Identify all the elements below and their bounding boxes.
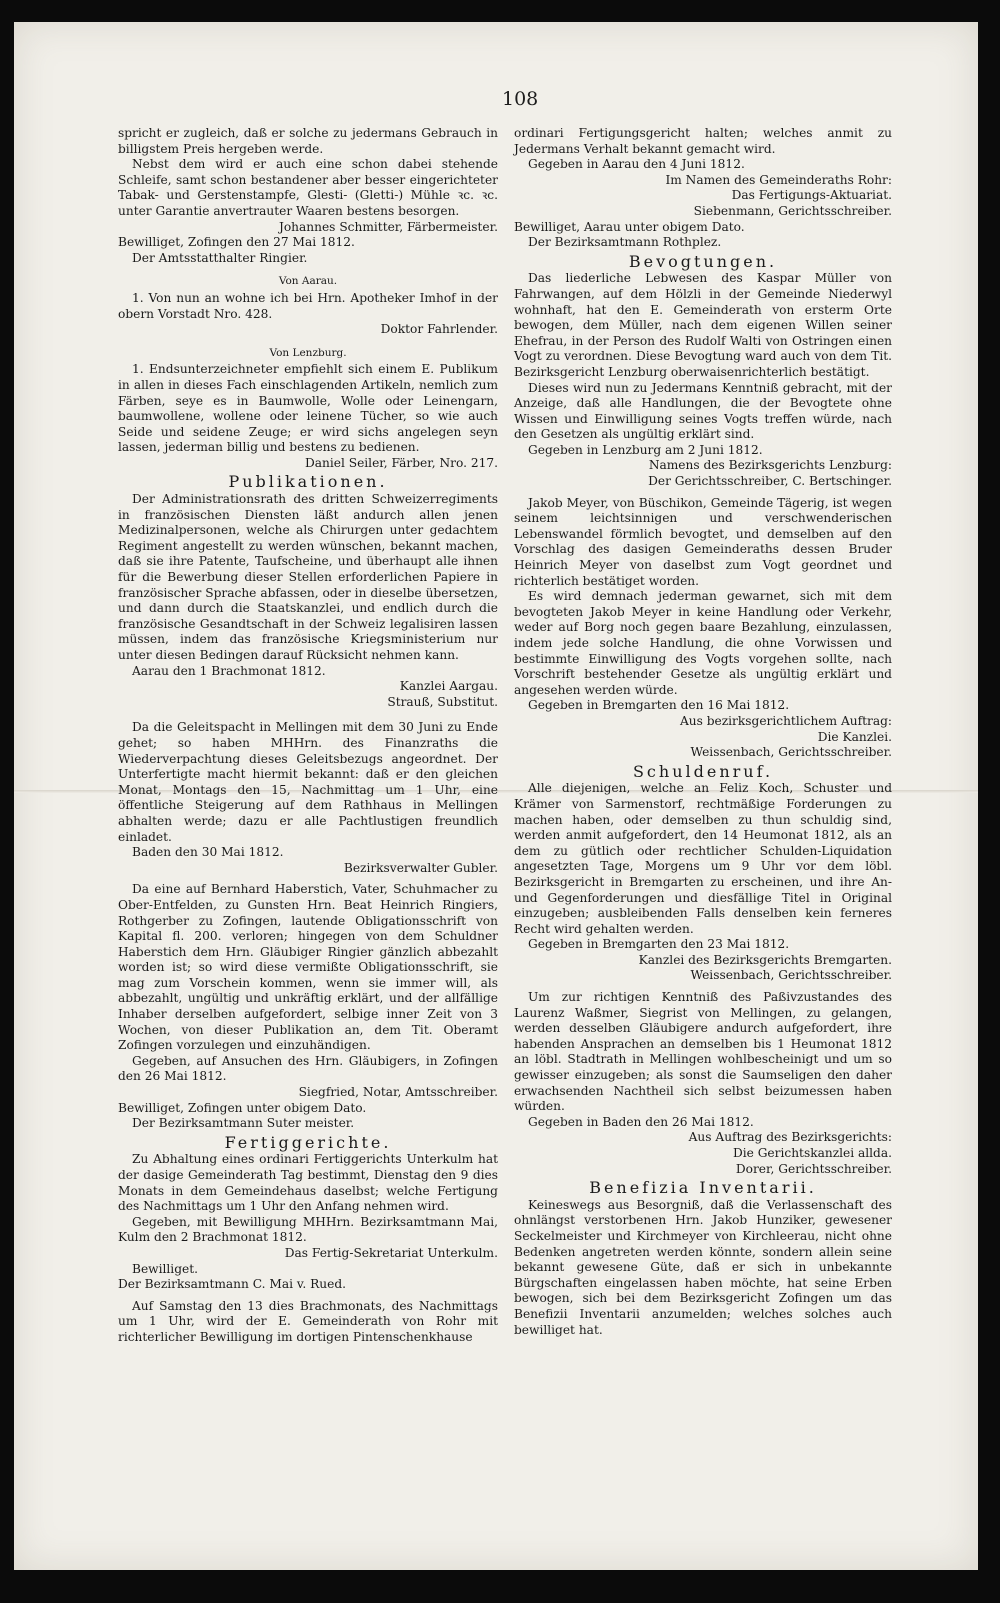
right-column (514, 126, 892, 1338)
date-line: Gegeben, auf Ansuchen des Hrn. Gläubigers, in Zofingen den 26 Mai 1812. (118, 1053, 498, 1084)
notice-text: Keineswegs aus Besorgniß, daß die Verlassenschaft des ohnlängst verstorbenen Hrn. Jakob Hunziker, gewesener Seckelmeister und Kirchmeyer von Kirchleerau, nicht ohne Bedenken angetreten werden könnte, sondern allein seine bekannt gewesene Güte, daß er sich in unbekannte Bürgschaften eingelassen haben möchte, hat seine Erben bewogen, sich bei dem Bezirksgericht Zofingen um das Benefizii Inventarii anzumelden; welches solches auch bewilliget hat. (514, 1197, 892, 1337)
date-line: Gegeben in Baden den 26 Mai 1812. (528, 1114, 754, 1129)
notice-text: Das liederliche Lebwesen des Kaspar Müller von Fahrwangen, auf dem Hölzli in der Gemeinde Niederwyl wohnhaft, hat den E. Gemeinderath von ersterm Orte bewogen, dem Müller, nach dem eigenen Willen seiner Ehefrau, in der Person des Rudolf Walti von Ostringen einen Vogt zu verordnen. Diese Bevogtung ward auch von dem Tit. Bezirksgericht Lenzburg oberwaisenrichterlich bestätigt. (514, 271, 892, 379)
location-heading: Von Aarau. (278, 275, 338, 288)
notice-text: Es wird demnach jederman gewarnet, sich mit dem bevogteten Jakob Meyer in keine Handlung oder Verkehr, weder auf Borg noch gegen baare Bezahlung, einzulassen, indem jede solche Handlung, die ohne Vorwissen und bestimmte Einwilligung des Vogts vorgehen sollte, nach Vorschrift bestehender Gesetze als ungültig erklärt und angesehen werden würde. (514, 589, 892, 697)
signature: Kanzlei des Bezirksgerichts Bremgarten. (638, 952, 892, 967)
signature: Weissenbach, Gerichtsschreiber. (690, 968, 892, 983)
notice-text: Der Administrationsrath des dritten Schweizerregiments in französischen Diensten läßt andurch allen jenen Medizinalpersonen, welche als Chirurgen unter gedachtem Regiment angestellt zu werden wünschen, bekannt machen, daß sie ihre Patente, Taufscheine, und überhaupt alle ihnen für die Bewerbung dieser Stellen erforderlichen Papiere in französischer Sprache abfassen, oder in dieselbe übersetzen, und dann durch die Staatskanzlei, und endlich durch die französische Gesandtschaft in der Schweiz legalisiren lassen müssen, indem das französische Kriegsministerium nur unter diesen Bedingen darauf Rücksicht nehmen kann. (118, 492, 498, 662)
signature: Siegfried, Notar, Amtsschreiber. (298, 1085, 498, 1100)
signature: Das Fertig-Sekretariat Unterkulm. (284, 1245, 498, 1260)
signature: Daniel Seiler, Färber, Nro. 217. (304, 455, 498, 470)
date-line: Gegeben in Bremgarten den 16 Mai 1812. (528, 698, 790, 713)
signature: Das Fertigungs-Aktuariat. (731, 188, 892, 203)
notice-text: ordinari Fertigungsgericht halten; welches anmit zu Jedermans Verhalt bekannt gemacht wird. (514, 126, 892, 156)
approval: Bewilliget. (132, 1261, 198, 1276)
notice-text: Um zur richtigen Kenntniß des Paßivzustandes des Laurenz Waßmer, Siegrist von Mellingen, zu gelangen, werden desselben Gläubigere andurch aufgefordert, ihre habenden Ansprachen an demselben bis 1 Heumonat 1812 an löbl. Stadtrath in Mellingen wohlbescheinigt und um so gewisser einzugeben; als sonst die Saumseligen den daher erwachsenden Nachtheil sich selbst beizumessen haben würden. (514, 990, 892, 1114)
notice-text: Zu Abhaltung eines ordinari Fertiggerichts Unterkulm hat der dasige Gemeinderath Tag bestimmt, Dienstag den 9 dies Monats in dem Gemeindehaus daselbst; welche Fertigung des Nachmittags um 1 Uhr den Anfang nehmen wird. (118, 1152, 498, 1214)
notice-text: 1. Von nun an wohne ich bei Hrn. Apotheker Imhof in der obern Vorstadt Nro. 428. (118, 290, 498, 321)
signature: Johannes Schmitter, Färbermeister. (278, 219, 498, 234)
approval: Bewilliget, Zofingen den 27 Mai 1812. (118, 235, 355, 250)
approval: Bewilliget, Zofingen unter obigem Dato. (118, 1100, 367, 1115)
date-line: Gegeben in Aarau den 4 Juni 1812. (528, 157, 745, 172)
signature: Der Gerichtsschreiber, C. Bertschinger. (648, 474, 892, 489)
signature: Die Gerichtskanzlei allda. (732, 1146, 892, 1160)
newspaper-page (14, 22, 978, 1570)
notice-text: Da die Geleitspacht in Mellingen mit dem 30 Juni zu Ende gehet; so haben MHHrn. des Finanzraths die Wiederverpachtung dieses Geleitsbezugs angeordnet. Der Unterfertigte macht hiermit bekannt: daß er den gleichen Monat, Montags den 15, Nachmittag um 1 Uhr, eine öffentliche Steigerung auf dem Rathhaus in Mellingen abhalten werde; dazu er alle Pachtlustigen freundlich einladet. (118, 720, 498, 844)
signature: Bezirksverwalter Gubler. (343, 860, 498, 875)
notice-text: Alle diejenigen, welche an Feliz Koch, Schuster und Krämer von Sarmenstorf, rechtmäßige Forderungen zu machen haben, oder demselben zu thun schuldig sind, werden anmit aufgefordert, den 14 Heumonat 1812, als an dem zu gütlich oder rechtlicher Schulden-Liquidation angesetzten Tage, Morgens um 9 Uhr vor dem löbl. Bezirksgericht in Bremgarten zu erscheinen, und ihre An- und Gegenforderungen und diesfällige Titel in Original einzugeben; ausbleibenden Falls denselben kein ferneres Recht wird gehalten werden. (514, 781, 892, 936)
section-heading-bevogtungen: Bevogtungen. (628, 251, 778, 271)
date-line: Aarau den 1 Brachmonat 1812. (132, 663, 326, 678)
date-line: Baden den 30 Mai 1812. (132, 845, 284, 860)
signature: Siebenmann, Gerichtsschreiber. (693, 203, 892, 218)
section-heading-schuldenruf: Schuldenruf. (632, 761, 774, 781)
left-column (118, 126, 498, 1346)
signature: Namens des Bezirksgerichts Lenzburg: (648, 458, 892, 473)
approval-signature: Der Bezirksamtmann Suter meister. (132, 1116, 355, 1131)
signature: Im Namen des Gemeinderaths Rohr: (665, 172, 892, 187)
notice-text: spricht er zugleich, daß er solche zu jedermans Gebrauch in billigstem Preis hergeben werde. (118, 126, 498, 156)
signature: Kanzlei Aargau. (399, 679, 498, 694)
location-heading: Von Lenzburg. (269, 346, 347, 359)
approval-signature: Der Bezirksamtmann Rothplez. (528, 235, 722, 250)
signature: Doktor Fahrlender. (380, 322, 498, 337)
section-heading-benefizia-inventarii: Benefizia Inventarii. (589, 1178, 817, 1198)
approval-signature: Der Bezirksamtmann C. Mai v. Rued. (118, 1277, 347, 1292)
signature: Strauß, Substitut. (387, 694, 498, 709)
signature: Die Kanzlei. (817, 729, 892, 744)
page-number: 108 (502, 88, 539, 110)
signature: Dorer, Gerichtsschreiber. (735, 1161, 892, 1176)
notice-text: 1. Endsunterzeichneter empfiehlt sich einem E. Publikum in allen in dieses Fach einschlagenden Artikeln, nemlich zum Färben, seye es in Baumwolle, Wolle oder Leinengarn, baumwollene, wollene oder leinene Tücher, so wie auch Seide und seidene Zeuge; er wird sichs angelegen seyn lassen, jederman billig und bestens zu bedienen. (118, 362, 498, 455)
notice-text: Da eine auf Bernhard Haberstich, Vater, Schuhmacher zu Ober-Entfelden, zu Gunsten Hrn. Beat Heinrich Ringiers, Rothgerber zu Zofingen, lautende Obligationsschrift von Kapital fl. 200. verloren; hingegen von dem Schuldner Haberstich dem Hrn. Gläubiger Ringier gänzlich abbezahlt worden ist; so wird diese vermißte Obligationsschrift, sie mag zum Vorschein kommen, wenn sie immer will, als abbezahlt, ungültig und unkräftig erklärt, und der allfällige Inhaber derselben aufgefordert, selbige inner Zeit von 3 Wochen, von dieser Publikation an, dem Tit. Oberamt Zofingen vorzulegen und einzuhändigen. (118, 882, 498, 1053)
notice-text: Gegeben, mit Bewilligung MHHrn. Bezirksamtmann Mai, Kulm den 2 Brachmonat 1812. (118, 1214, 498, 1245)
signature: Aus Auftrag des Bezirksgerichts: (688, 1130, 892, 1145)
date-line: Gegeben in Lenzburg am 2 Juni 1812. (528, 442, 763, 457)
approval: Bewilliget, Aarau unter obigem Dato. (514, 219, 745, 234)
date-line: Gegeben in Bremgarten den 23 Mai 1812. (528, 937, 790, 952)
approval-signature: Der Amtsstatthalter Ringier. (132, 250, 308, 265)
notice-text: Dieses wird nun zu Jedermans Kenntniß gebracht, mit der Anzeige, daß alle Handlungen, die der Bevogtete ohne Wissen und Einwilligung seines Vogts treffen würde, nach den Gesetzen als ungültig erklärt sind. (514, 380, 892, 442)
signature: Aus bezirksgerichtlichem Auftrag: (679, 713, 892, 728)
notice-text: Nebst dem wird er auch eine schon dabei stehende Schleife, samt schon bestandener aber besser eingerichteter Tabak- und Gerstenstampfe, Glesti- (Gletti-) Mühle ꝛc. ꝛc. unter Garantie anvertrauter Waaren bestens besorgen. (118, 157, 498, 218)
signature: Weissenbach, Gerichtsschreiber. (690, 745, 892, 760)
notice-text: Jakob Meyer, von Büschikon, Gemeinde Tägerig, ist wegen seinem leichtsinnigen und verschwenderischen Lebenswandel förmlich bevogtet, und demselben auf den Vorschlag des dasigen Gemeinderaths dessen Bruder Heinrich Meyer von daselbst zum Vogt geordnet und richterlich bestätiget worden. (514, 495, 892, 588)
section-heading-publikationen: Publikationen. (228, 472, 388, 492)
section-heading-fertiggerichte: Fertiggerichte. (224, 1132, 392, 1152)
notice-text: Auf Samstag den 13 dies Brachmonats, des Nachmittags um 1 Uhr, wird der E. Gemeinderath von Rohr mit richterlicher Bewilligung im dortigen Pintenschenkhause (118, 1298, 498, 1344)
